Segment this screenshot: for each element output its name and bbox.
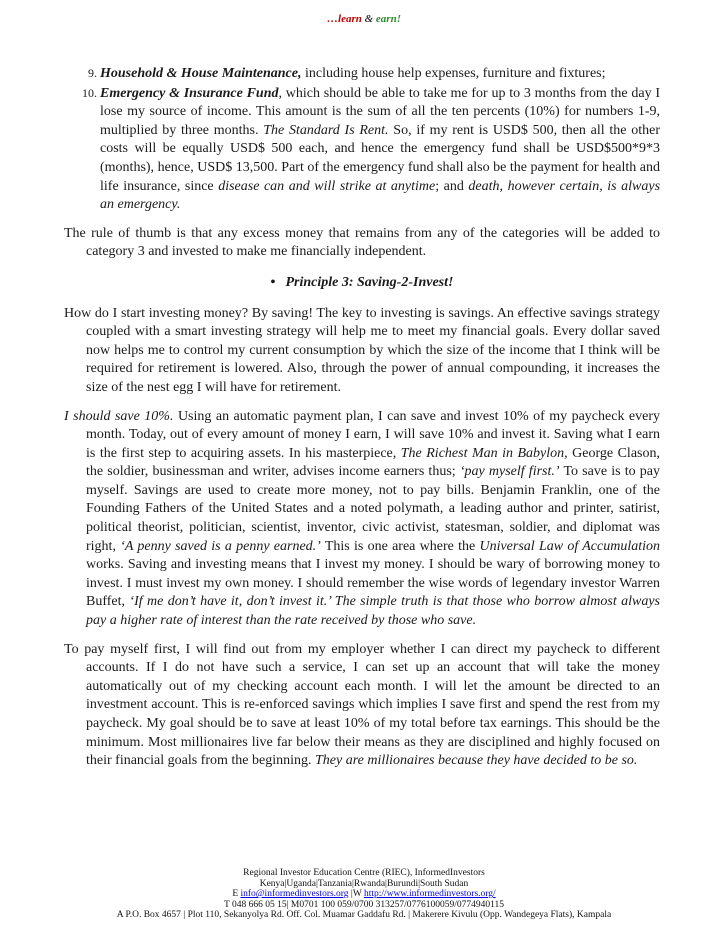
standard-is-rent: The Standard Is Rent. xyxy=(263,122,389,138)
header-tagline xyxy=(0,13,728,25)
millionaires-closing: They are millionaires because they have decided to be so. xyxy=(315,753,638,769)
rule-of-thumb-paragraph: The rule of thumb is that any excess money that remains from any of the categories will be added to category 3 and invested to make me financially independent. xyxy=(64,225,660,260)
quote-penny-saved: ‘A penny saved is a penny earned.’ xyxy=(120,538,321,554)
email-prefix: E xyxy=(232,889,241,900)
disease-phrase: disease can and will strike at anytime xyxy=(218,178,436,194)
saving-paragraph xyxy=(64,408,660,631)
saving-lead: I should save 10%. xyxy=(64,408,174,424)
tagline-earn: earn! xyxy=(375,13,401,25)
pay-yourself-paragraph xyxy=(64,641,660,771)
emergency-title: Emergency & Insurance Fund xyxy=(100,85,279,101)
pay-text: To pay myself first, I will find out from my employer whether I can direct my paycheck to different accounts. If I do not have such a service, I can set up an account that will take the money automatically out of my checking account each month. I will let the amount be directed to an investment account. This is re-enforced savings which implies I save first and spend the rest from my paycheck. My goal should be to save at least 10% of my total before tax earnings. This should be the minimum. Most millionaires live far below their means as they are disciplined and highly focused on their financial goals from the beginning. xyxy=(64,641,660,769)
saving-text-5: works. Saving and investing means that I invest my money. I should be wary of borrowing money to invest. I must invest my own money. I should remember the wise words of legendary investor Warren Buffet, xyxy=(86,557,660,610)
household-title: Household & House Maintenance, xyxy=(100,66,302,81)
saving-text-3: To save is to pay myself. Savings are used to create more money, not to pay bills. Benjamin Franklin, one of the Founding Fathers of the United States and a noted polymath, a leading author and printer, satirist, political theorist, politician, scientist, inventor, civic activist, statesman, soldier, and diplomat was right, xyxy=(86,464,660,554)
tagline-ampersand: & xyxy=(364,13,374,25)
footer-countries: Kenya|Uganda|Tanzania|Rwanda|Burundi|South Sudan xyxy=(259,878,469,889)
universal-law: Universal Law of Accumulation xyxy=(479,538,660,554)
tagline-learn: …learn xyxy=(327,13,362,25)
footer-contacts xyxy=(0,889,728,900)
book-title: The Richest Man in Babylon, xyxy=(400,445,568,461)
quote-buffet: ‘If me don’t have it, don’t invest it.’ The simple truth is that those who borrow almost always pay a higher rate of interest than the rate received by those who save. xyxy=(86,594,660,629)
emergency-text-1: , which should be able to take me for up to 3 months from the day I lose my source of income. This amount is the sum of all the ten percents (10%) for numbers 1-9, multiplied by three months. xyxy=(100,85,661,138)
website-link[interactable]: http://www.informedinvestors.org/ xyxy=(364,889,496,900)
document-body xyxy=(64,64,660,771)
list-item-emergency xyxy=(100,84,660,215)
investing-paragraph: How do I start investing money? By saving! The key to investing is savings. An effective savings strategy coupled with a smart investing strategy will help me to meet my financial goals. Every dollar saved now helps me to control my current consumption by which the size of the income that I think will be required for retirement is lowered. Also, through the power of annual compounding, it increases the size of the nest egg I will have for retirement. xyxy=(64,305,660,395)
saving-text-4: This is one area where the xyxy=(320,538,480,554)
saving-text-1: Using an automatic payment plan, I can save and invest 10% of my paycheck every month. Today, out of every amount of money I earn, I will save 10% and invest it. Saving what I earn is the first step to acquiring assets. In his masterpiece, xyxy=(86,408,661,461)
footer-phones: T 048 666 05 15| M0701 100 059/0700 313257/0776100059/0774940115 xyxy=(223,899,505,910)
quote-pay-myself: ‘pay myself first.’ xyxy=(459,464,560,480)
emergency-text-3: ; and xyxy=(435,178,469,194)
email-link[interactable]: info@informedinvestors.org xyxy=(240,889,349,900)
list-item-household xyxy=(100,64,660,84)
web-prefix: |W xyxy=(348,889,364,900)
emergency-text-2: So, if my rent is USD$ 500, then all the other costs will be equally USD$ 500 each, and hence the emergency fund shall be USD$500*9*3 (months), hence, USD$ 13,500. Part of the emergency fund shall also be the payment for health and life insurance, since xyxy=(100,122,660,194)
footer-org: Regional Investor Education Centre (RIEC), InformedInvestors xyxy=(243,868,485,878)
saving-text-2: George Clason, the soldier, businessman and writer, advises income earners thus; xyxy=(86,445,660,480)
bullet-icon: • xyxy=(270,274,276,290)
page-footer xyxy=(0,868,728,921)
death-phrase: death, however certain, is always an emergency. xyxy=(100,178,661,213)
principle-heading xyxy=(64,274,660,293)
principle-title: Principle 3: Saving-2-Invest! xyxy=(285,274,454,290)
expense-categories-list xyxy=(64,64,660,215)
household-text: including house help expenses, furniture and fixtures; xyxy=(301,66,606,81)
footer-address: A P.O. Box 4657 | Plot 110, Sekanyolya Rd. Off. Col. Muamar Gaddafu Rd. | Makerere Kivulu (Opp. Wandegeya Flats), Kampala xyxy=(116,910,612,921)
